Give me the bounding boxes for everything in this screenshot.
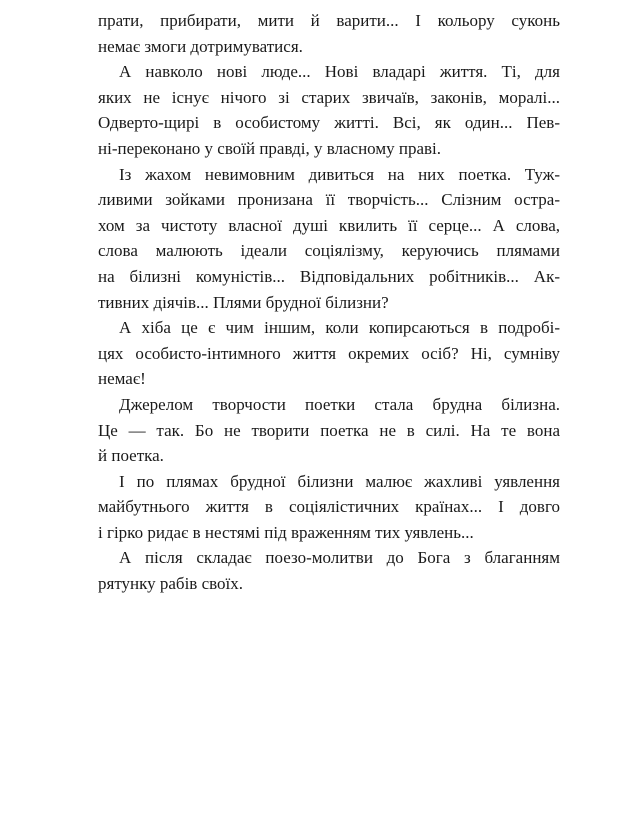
text-line: на білизні комуністів... Відповідальних робітників... Ак- <box>98 266 560 286</box>
text-line: тивних діячів... Плями брудної білизни? <box>98 292 389 312</box>
text-line: хом за чистоту власної душі квилить її серце... А слова, <box>98 215 560 235</box>
text-line: ні-переконано у своїй правді, у власному праві. <box>98 138 442 158</box>
paragraph <box>98 162 560 316</box>
text-line: А навколо нові люде... Нові владарі життя. Ті, для <box>119 62 560 82</box>
page-text-body <box>98 8 560 597</box>
paragraph <box>98 545 560 596</box>
text-line: прати, прибирати, мити й варити... І кольору суконь <box>98 11 560 30</box>
paragraph <box>98 315 560 392</box>
text-line: цях особисто-інтимного життя окремих осіб? Ні, сумніву <box>98 343 560 363</box>
text-line: яких не існує нічого зі старих звичаїв, законів, моралі... <box>98 87 560 107</box>
text-line: рятунку рабів своїх. <box>98 574 244 594</box>
text-line: і гірко ридає в нестямі під враженням тих уявлень... <box>98 522 474 542</box>
text-line: Це — так. Бо не творити поетка не в силі. На те вона <box>98 420 560 440</box>
paragraph <box>98 8 560 59</box>
paragraph <box>98 469 560 546</box>
text-line: й поетка. <box>98 446 164 466</box>
text-line: слова малюють ідеали соціялізму, керуючись плямами <box>98 241 560 261</box>
text-line: Одверто-щирі в особистому житті. Всі, як один... Пев- <box>98 113 560 133</box>
text-line: немає! <box>98 369 146 389</box>
text-line: Джерелом творчости поетки стала брудна білизна. <box>119 394 560 414</box>
text-line: А після складає поезо-молитви до Бога з благанням <box>119 548 560 568</box>
text-line: І по плямах брудної білизни малює жахливі уявлення <box>119 471 560 491</box>
paragraph <box>98 392 560 469</box>
paragraph <box>98 59 560 161</box>
text-line: ливими зойками пронизана її творчість... Слізним остра- <box>98 190 560 210</box>
text-line: Із жахом невимовним дивиться на них поетка. Туж- <box>119 164 560 184</box>
text-line: немає змоги дотримуватися. <box>98 36 303 56</box>
text-line: А хіба це є чим іншим, коли копирсаються в подробі- <box>119 318 560 338</box>
text-line: майбутнього життя в соціялістичних країнах... І довго <box>98 497 560 517</box>
